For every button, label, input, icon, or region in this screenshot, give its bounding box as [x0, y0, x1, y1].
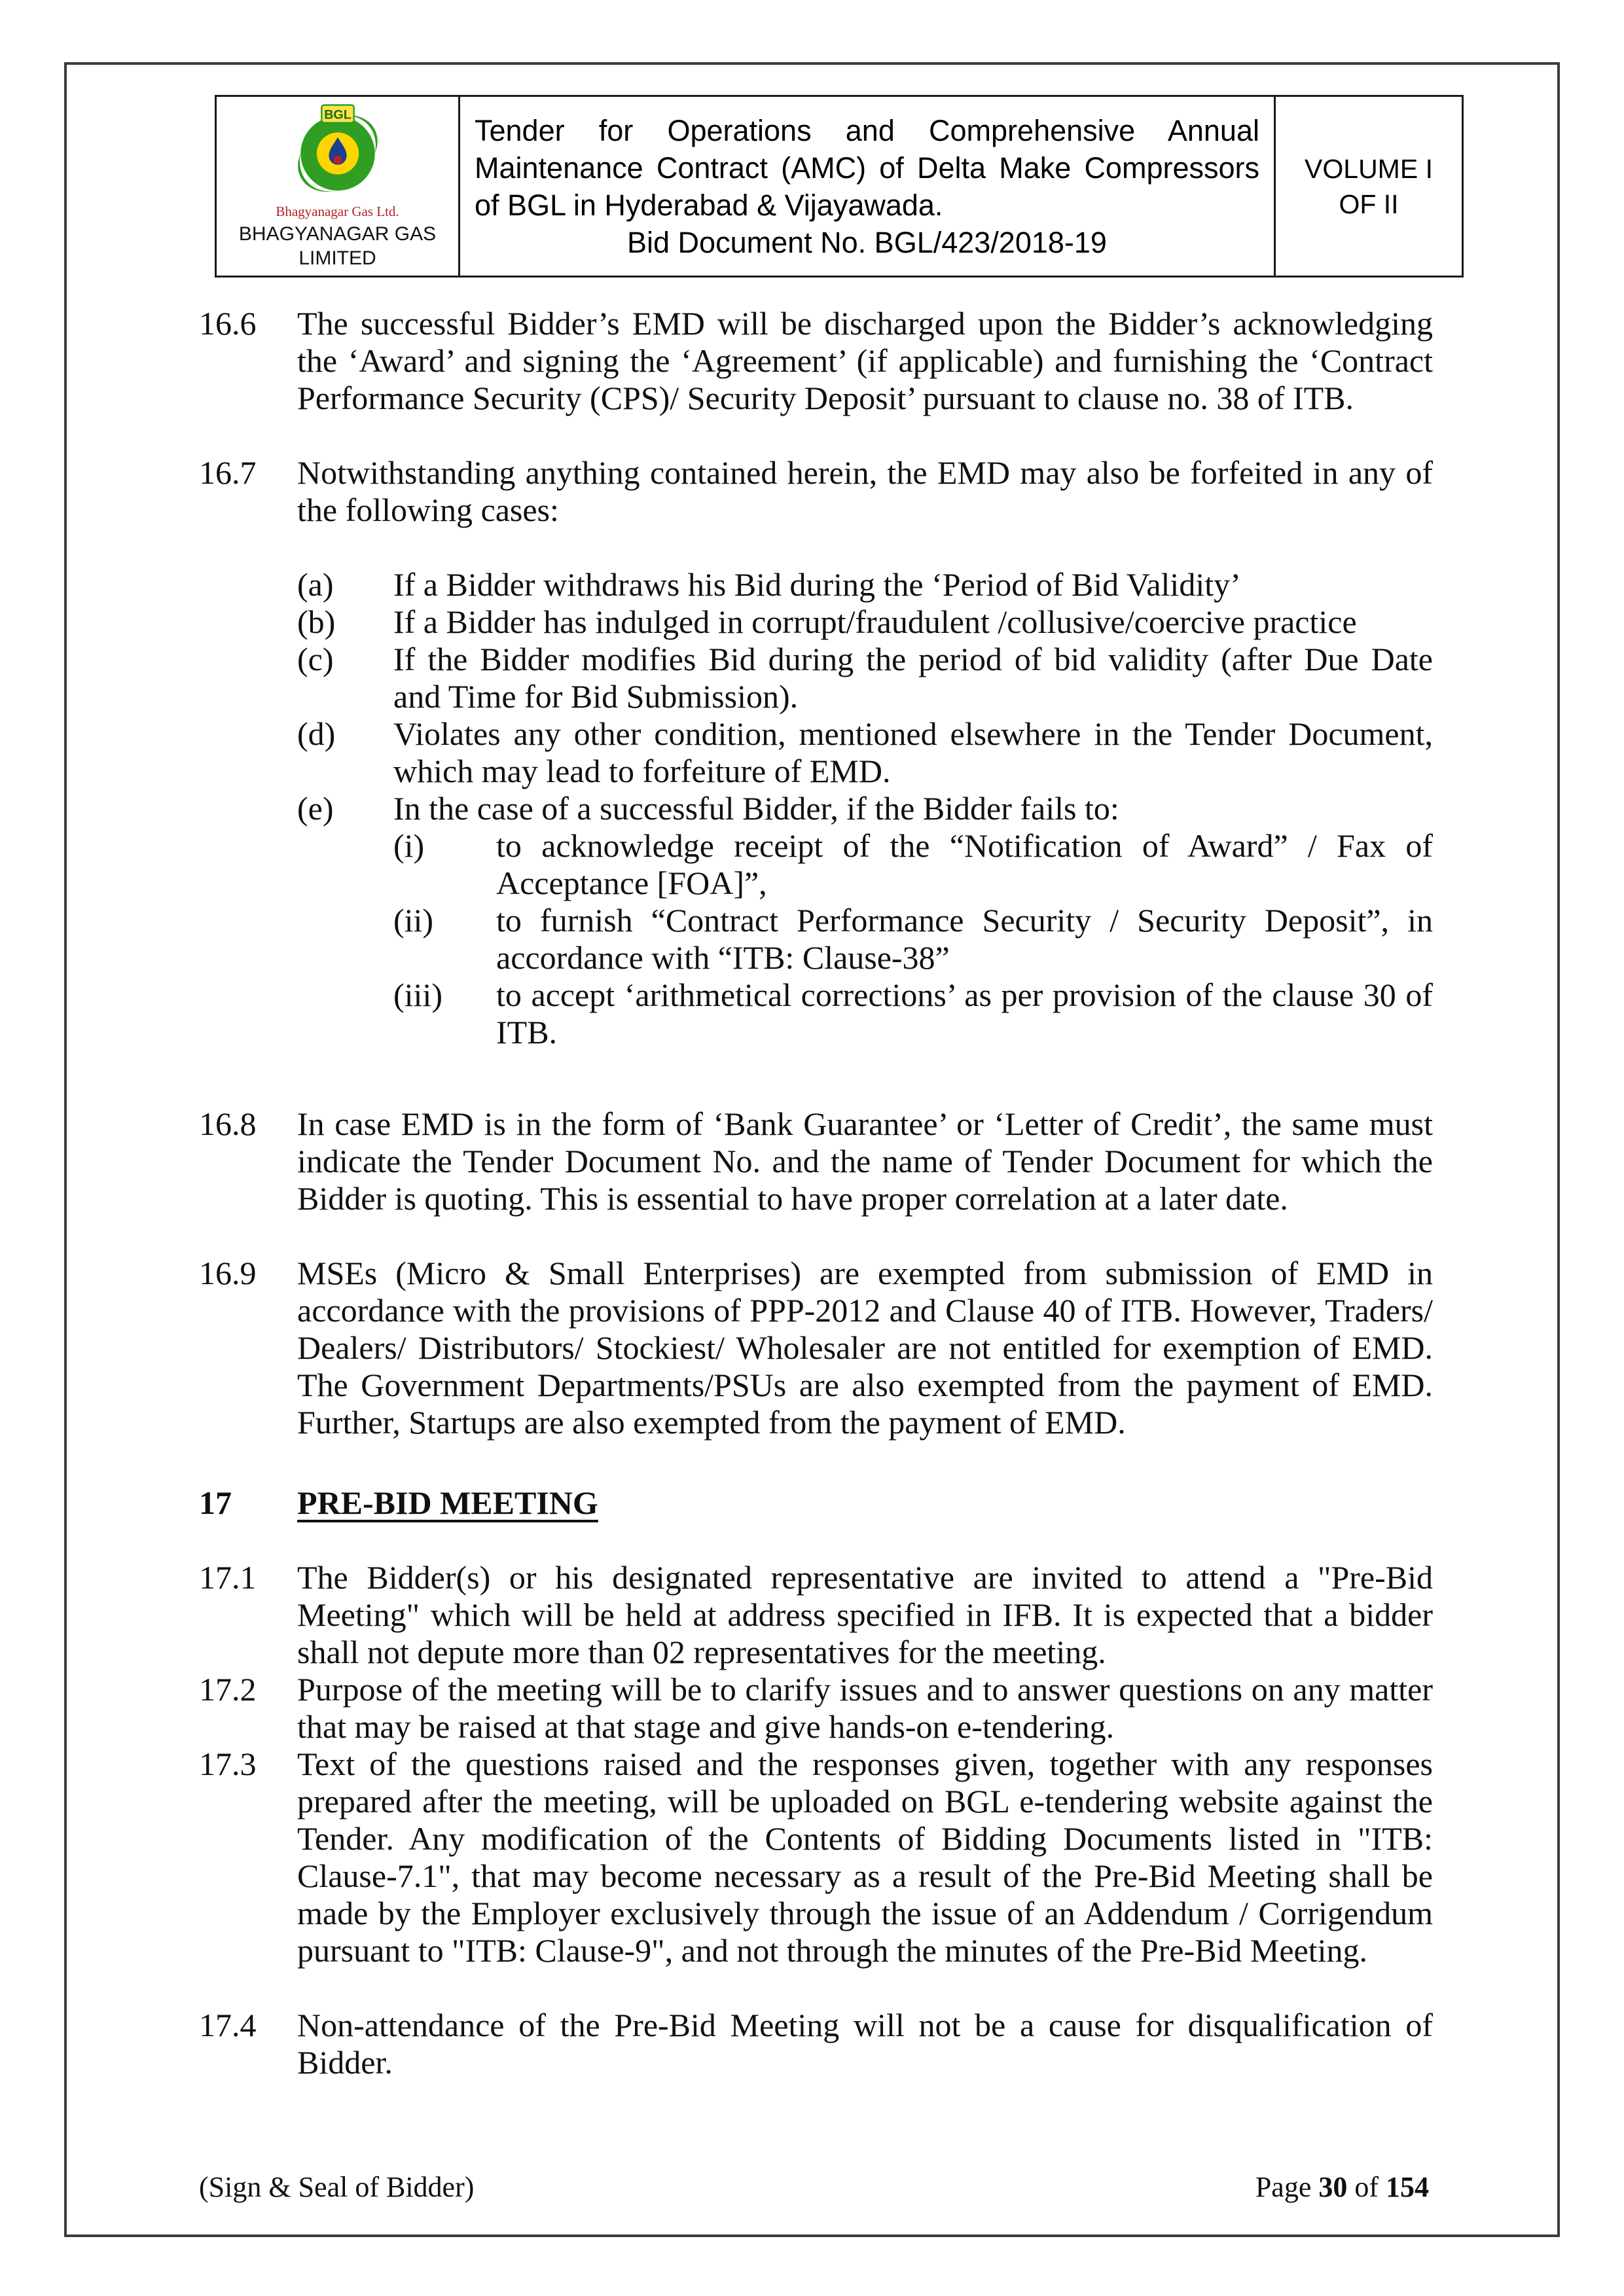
list-item-label: (d) — [297, 715, 336, 752]
list-item — [297, 566, 1433, 603]
page-footer — [199, 2170, 1429, 2204]
bgl-logo-acronym: BGL — [323, 107, 352, 122]
bgl-logo-icon — [289, 107, 386, 203]
list-item — [297, 603, 1433, 641]
list-item-text: to furnish “Contract Performance Security / Security Deposit”, in accordance with “ITB: Clause-38” — [496, 902, 1433, 976]
section-heading: PRE-BID MEETING — [297, 1484, 598, 1521]
clause-text: MSEs (Micro & Small Enterprises) are exempted from submission of EMD in accordance with the provisions of PPP-2012 and Clause 40 of ITB. However, Traders/ Dealers/ Distributors/ Stockiest/ Wholesaler are not entitled for exemption of EMD. The Government Departments/PSUs are also exempted from the payment of EMD. Further, Startups are also exempted from the payment of EMD. — [297, 1255, 1433, 1441]
clause — [199, 1255, 1433, 1441]
clause-text: Purpose of the meeting will be to clarify issues and to answer questions on any matter that may be raised at that stage and give hands-on e-tendering. — [297, 1671, 1433, 1745]
clause-number: 17.4 — [199, 2007, 257, 2043]
page-indicator — [1255, 2170, 1429, 2204]
clause-number: 16.9 — [199, 1255, 257, 1291]
header-volume-cell — [1275, 96, 1463, 277]
list-item — [297, 715, 1433, 790]
list-item-label: (b) — [297, 603, 336, 640]
header-logo-cell — [216, 96, 460, 277]
bid-document-number: Bid Document No. BGL/423/2018-19 — [627, 225, 1107, 259]
clause-text — [297, 1484, 1433, 1522]
clause-number: 17.2 — [199, 1671, 257, 1708]
clause-number: 17.3 — [199, 1746, 257, 1782]
list-item-text: Violates any other condition, mentioned elsewhere in the Tender Document, which may lead to forfeiture of EMD. — [393, 715, 1433, 789]
company-name-line2: LIMITED — [298, 247, 376, 269]
volume-line1: VOLUME I — [1305, 153, 1433, 184]
page-of-label: of — [1347, 2171, 1386, 2203]
clause — [199, 2007, 1433, 2081]
logo-company-small: Bhagyanagar Gas Ltd. — [276, 204, 399, 219]
page-label: Page — [1255, 2171, 1319, 2203]
header-title-cell — [460, 96, 1275, 277]
clause-number: 17.1 — [199, 1559, 257, 1596]
clause-text: Non-attendance of the Pre-Bid Meeting will not be a cause for disqualification of Bidder. — [297, 2007, 1433, 2081]
clause — [199, 1746, 1433, 1969]
page-total: 154 — [1386, 2171, 1429, 2203]
clause-number: 16.8 — [199, 1105, 257, 1142]
list-item-text: to acknowledge receipt of the “Notification of Award” / Fax of Acceptance [FOA]”, — [496, 827, 1433, 901]
clause-text: The Bidder(s) or his designated representative are invited to attend a "Pre-Bid Meeting" which will be held at address specified in IFB. It is expected that a bidder shall not depute more than 02 representatives for the meeting. — [297, 1559, 1433, 1670]
list-item-text: to accept ‘arithmetical corrections’ as per provision of the clause 30 of ITB. — [496, 977, 1433, 1050]
header-table — [215, 95, 1464, 278]
clause-number: 17 — [199, 1484, 232, 1521]
list-item-label: (e) — [297, 790, 334, 827]
clause — [199, 454, 1433, 529]
clause — [199, 1559, 1433, 1671]
list-item-label: (c) — [297, 641, 334, 677]
list-item — [393, 902, 1433, 977]
list-item-label: (a) — [297, 566, 334, 603]
clause-text: Notwithstanding anything contained herein, the EMD may also be forfeited in any of the following cases: — [297, 454, 1433, 528]
clause — [199, 1484, 1433, 1522]
clause-text: The successful Bidder’s EMD will be discharged upon the Bidder’s acknowledging the ‘Award’ and signing the ‘Agreement’ (if applicable) and furnishing the ‘Contract Performance Security (CPS)/ Security Deposit’ pursuant to clause no. 38 of ITB. — [297, 305, 1433, 416]
clause-list — [199, 268, 1433, 2081]
company-name-line1: BHAGYANAGAR GAS — [238, 223, 437, 245]
list-item-label: (ii) — [393, 902, 434, 939]
company-name — [221, 222, 454, 270]
page-number: 30 — [1318, 2171, 1348, 2203]
list-item-text: In the case of a successful Bidder, if the Bidder fails to: — [393, 790, 1119, 827]
clause-number: 16.6 — [199, 305, 257, 342]
list-item-label: (iii) — [393, 977, 442, 1013]
list-item-text: If a Bidder has indulged in corrupt/fraudulent /collusive/coercive practice — [393, 603, 1357, 640]
clause-sublist — [297, 566, 1433, 1068]
page-border — [64, 62, 1560, 2237]
clause — [199, 1105, 1433, 1217]
clause-text: In case EMD is in the form of ‘Bank Guarantee’ or ‘Letter of Credit’, the same must indicate the Tender Document No. and the name of Tender Document for which the Bidder is quoting. This is essential to have proper correlation at a later date. — [297, 1105, 1433, 1217]
list-item — [297, 790, 1433, 827]
list-item — [297, 641, 1433, 715]
clause — [199, 1671, 1433, 1746]
sign-seal-note: (Sign & Seal of Bidder) — [199, 2171, 475, 2203]
clause — [199, 305, 1433, 417]
list-item-text: If the Bidder modifies Bid during the period of bid validity (after Due Date and Time for Bid Submission). — [393, 641, 1433, 715]
list-item — [393, 827, 1433, 902]
list-item-text: If a Bidder withdraws his Bid during the ‘Period of Bid Validity’ — [393, 566, 1241, 603]
tender-title: Tender for Operations and Comprehensive Annual Maintenance Contract (AMC) of Delta Make Compressors of BGL in Hyderabad & Vijayawada. — [475, 113, 1259, 222]
clause-number: 16.7 — [199, 454, 257, 491]
volume-line2: OF II — [1339, 188, 1399, 219]
list-item — [393, 977, 1433, 1051]
list-item-label: (i) — [393, 827, 425, 864]
clause-text: Text of the questions raised and the responses given, together with any responses prepared after the meeting, will be uploaded on BGL e-tendering website against the Tender. Any modification of the Contents of Bidding Documents listed in "ITB: Clause-7.1", that may become necessary as a result of the Pre-Bid Meeting shall be made by the Employer exclusively through the issue of an Addendum / Corrigendum pursuant to "ITB: Clause-9", and not through the minutes of the Pre-Bid Meeting. — [297, 1746, 1433, 1969]
